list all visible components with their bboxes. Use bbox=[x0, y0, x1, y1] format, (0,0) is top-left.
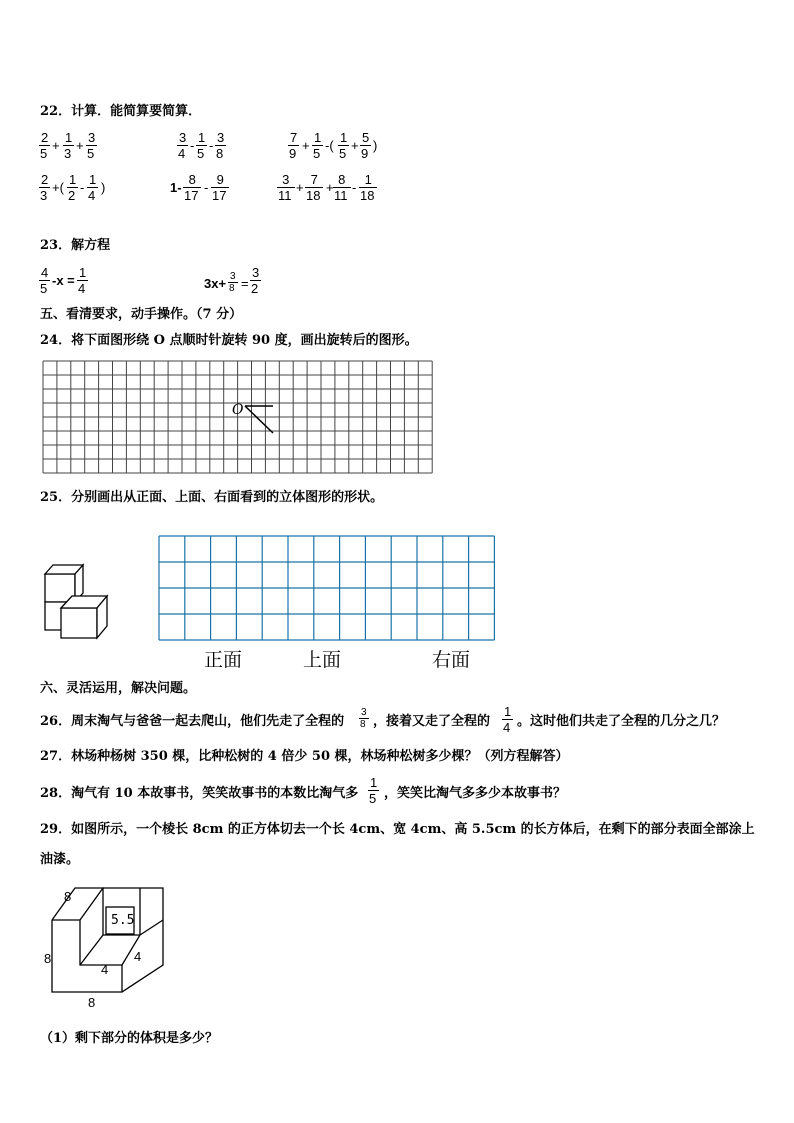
fraction: $\frac{3}{2}$ bbox=[251, 265, 260, 296]
operator: - bbox=[204, 180, 209, 195]
fraction: $\frac{4}{5}$ bbox=[40, 265, 49, 296]
fraction: $\frac{1}{5}$ bbox=[313, 130, 322, 161]
fraction: $\frac{3}{8}$ bbox=[229, 271, 236, 294]
operator: - bbox=[352, 180, 357, 195]
q27-text: 27．林场种杨树 350 棵，比种松树的 4 倍少 50 棵，林场种松树多少棵？（列方程解答） bbox=[40, 749, 569, 764]
top-view-label: 上面 bbox=[303, 650, 342, 671]
q26-text-1: 26．周末淘气与爸爸一起去爬山，他们先走了全程的 bbox=[40, 714, 345, 729]
fraction: $\frac{1}{18}$ bbox=[360, 172, 376, 203]
fraction: $\frac{1}{3}$ bbox=[64, 130, 73, 161]
dimension-label: 4 bbox=[134, 949, 142, 964]
q26-text-3: 。这时他们共走了全程的几分之几？ bbox=[517, 714, 726, 729]
dimension-label: 8 bbox=[44, 951, 52, 966]
section-5-heading: 五、看清要求，动手操作。（7 分） bbox=[40, 307, 243, 322]
fraction: $\frac{1}{2}$ bbox=[68, 172, 77, 203]
fraction: $\frac{8}{17}$ bbox=[184, 172, 200, 203]
operator: + bbox=[302, 138, 310, 153]
fraction: $\frac{3}{4}$ bbox=[178, 130, 187, 161]
q24-title: 24．将下面图形绕 O 点顺时针旋转 90 度，画出旋转后的图形。 bbox=[40, 333, 418, 348]
fraction: $\frac{8}{11}$ bbox=[334, 172, 350, 203]
operator: + bbox=[351, 138, 359, 153]
operator: + bbox=[326, 180, 334, 195]
dimension-label: 5.5 bbox=[111, 913, 135, 928]
operator: -x = bbox=[52, 273, 75, 288]
q23-title: 23．解方程 bbox=[40, 238, 111, 253]
dimension-label: 8 bbox=[88, 995, 96, 1010]
q26-text-2: ，接着又走了全程的 bbox=[373, 714, 491, 729]
fraction: $\frac{1}{4}$ bbox=[503, 704, 512, 735]
fraction: $\frac{3}{8}$ bbox=[360, 707, 367, 730]
operator: 1- bbox=[170, 180, 182, 195]
fraction: $\frac{9}{17}$ bbox=[212, 172, 228, 203]
operator: ) bbox=[373, 138, 378, 153]
fraction: $\frac{7}{9}$ bbox=[289, 130, 298, 161]
operator: = bbox=[241, 276, 249, 291]
q29-sub-question-1: （1）剩下部分的体积是多少？ bbox=[40, 1031, 219, 1046]
fraction: $\frac{1}{4}$ bbox=[88, 172, 97, 203]
fraction: $\frac{1}{5}$ bbox=[369, 775, 378, 806]
point-o-label: O bbox=[232, 402, 244, 418]
operator: ) bbox=[101, 180, 106, 195]
fraction: $\frac{2}{3}$ bbox=[40, 172, 49, 203]
operator: - bbox=[190, 138, 195, 153]
fraction: $\frac{3}{8}$ bbox=[216, 130, 225, 161]
right-view-label: 右面 bbox=[432, 650, 471, 671]
fraction: $\frac{1}{5}$ bbox=[339, 130, 348, 161]
operator: - bbox=[80, 180, 85, 195]
rotation-grid bbox=[40, 358, 435, 478]
section-6-heading: 六、灵活运用，解决问题。 bbox=[40, 681, 197, 696]
operator: -( bbox=[325, 138, 334, 153]
q22-title: 22．计算．能简算要简算． bbox=[40, 104, 202, 119]
operator: + bbox=[52, 138, 60, 153]
fraction: $\frac{1}{5}$ bbox=[197, 130, 206, 161]
dimension-label: 8 bbox=[64, 889, 72, 904]
operator: - bbox=[209, 138, 214, 153]
q28-text-1: 28．淘气有 10 本故事书，笑笑故事书的本数比淘气多 bbox=[40, 786, 359, 801]
fraction: $\frac{2}{5}$ bbox=[40, 130, 49, 161]
q29-text-1: 29．如图所示，一个棱长 8cm 的正方体切去一个长 4cm、宽 4cm、高 5.5cm 的长方体后，在剩下的部分表面全部涂上 bbox=[40, 822, 755, 837]
fraction: $\frac{7}{18}$ bbox=[306, 172, 322, 203]
dimension-label: 4 bbox=[101, 962, 109, 977]
operator: 3x+ bbox=[204, 276, 227, 291]
fraction: $\frac{1}{4}$ bbox=[78, 265, 87, 296]
operator: + bbox=[76, 138, 84, 153]
operator: + bbox=[296, 180, 304, 195]
operator: +( bbox=[52, 180, 64, 195]
q25-title: 25．分别画出从正面、上面、右面看到的立体图形的形状。 bbox=[40, 490, 384, 505]
q28-text-2: ，笑笑比淘气多多少本故事书？ bbox=[384, 786, 567, 801]
cube-figure bbox=[40, 560, 110, 642]
front-view-label: 正面 bbox=[204, 650, 243, 671]
cut-cube-figure bbox=[40, 880, 170, 995]
view-grid bbox=[157, 534, 497, 642]
fraction: $\frac{5}{9}$ bbox=[361, 130, 370, 161]
fraction: $\frac{3}{5}$ bbox=[87, 130, 96, 161]
fraction: $\frac{3}{11}$ bbox=[278, 172, 294, 203]
q29-text-2: 油漆。 bbox=[40, 852, 80, 867]
